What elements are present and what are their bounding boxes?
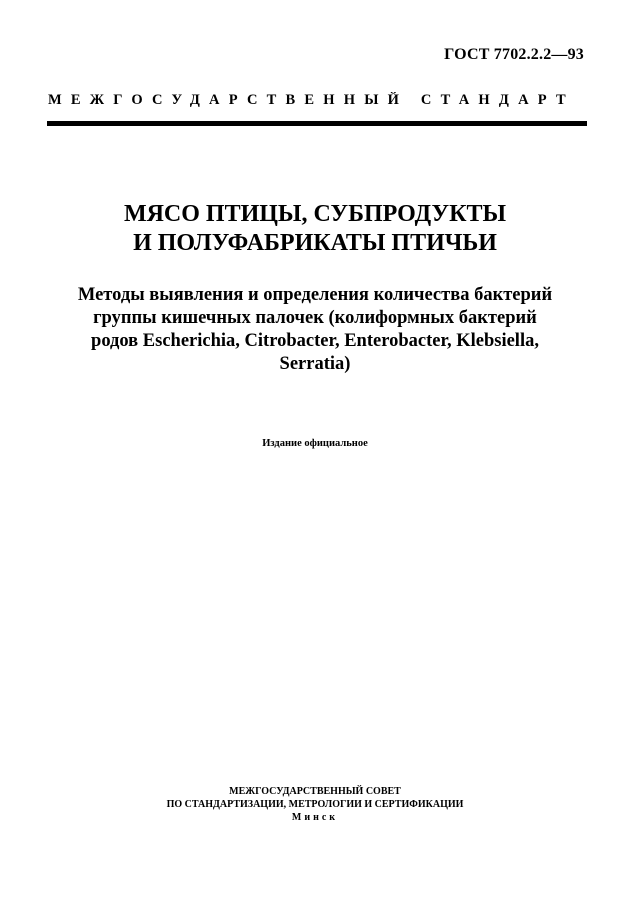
publisher-city: Минск bbox=[291, 812, 339, 823]
publisher-name-line: МЕЖГОСУДАРСТВЕННЫЙ СОВЕТ bbox=[229, 786, 401, 797]
publisher-name-line: ПО СТАНДАРТИЗАЦИИ, МЕТРОЛОГИИ И СЕРТИФИКАЦИИ bbox=[166, 799, 464, 810]
subtitle-line: родов Escherichia, Citrobacter, Enterobacter, Klebsiella, bbox=[91, 331, 539, 351]
edition-note: Издание официальное bbox=[262, 438, 368, 449]
document-subtitle bbox=[0, 284, 630, 376]
subtitle-line: группы кишечных палочек (колиформных бактерий bbox=[93, 308, 537, 328]
document-title bbox=[0, 200, 630, 258]
subtitle-line: Serratia) bbox=[279, 354, 351, 374]
document-number: ГОСТ 7702.2.2—93 bbox=[444, 46, 584, 63]
subtitle-line: Методы выявления и определения количества бактерий bbox=[77, 285, 553, 305]
title-line: И ПОЛУФАБРИКАТЫ ПТИЧЬИ bbox=[133, 230, 497, 256]
publisher-block bbox=[0, 785, 630, 824]
standard-type-heading: МЕЖГОСУДАРСТВЕННЫЙ СТАНДАРТ bbox=[48, 92, 575, 108]
header-rule bbox=[47, 121, 587, 126]
title-line: МЯСО ПТИЦЫ, СУБПРОДУКТЫ bbox=[123, 201, 507, 227]
